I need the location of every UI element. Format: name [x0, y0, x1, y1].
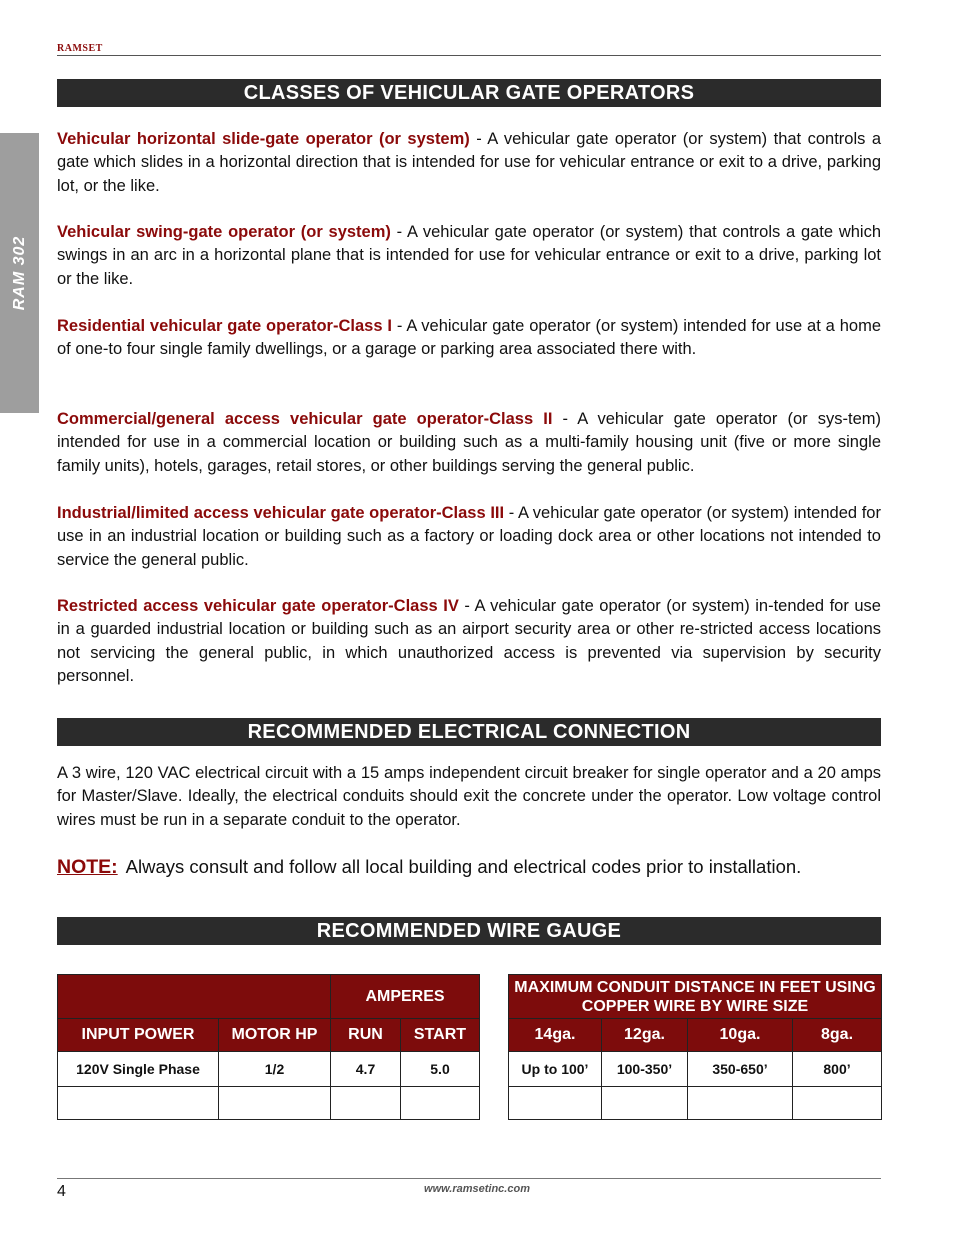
definition-term: Industrial/limited access vehicular gate operator-Class III — [57, 504, 505, 522]
definition-term: Vehicular swing-gate operator (or system) — [57, 223, 391, 241]
table-cell: 5.0 — [401, 1052, 480, 1087]
definition-term: Commercial/general access vehicular gate operator-Class II — [57, 410, 553, 428]
definition-swing-gate — [57, 221, 881, 291]
table-cell: Up to 100’ — [509, 1052, 602, 1087]
table-row — [58, 1052, 480, 1087]
table-cell — [331, 1087, 401, 1120]
side-tab-label: RAM 302 — [10, 235, 28, 311]
table-cell — [688, 1087, 793, 1120]
table-row — [58, 1087, 480, 1120]
conduit-table-title: MAXIMUM CONDUIT DISTANCE IN FEET USING COPPER WIRE BY WIRE SIZE — [509, 975, 882, 1019]
table-cell: 1/2 — [219, 1052, 331, 1087]
page-number: 4 — [57, 1183, 66, 1200]
note — [57, 856, 887, 879]
table-cell — [58, 1087, 219, 1120]
definition-term: Residential vehicular gate operator-Class I — [57, 317, 392, 335]
table-cell — [602, 1087, 688, 1120]
power-table — [57, 974, 480, 1120]
definition-text: - A vehicular gate operator (or system) that controls a gate which swings in an arc in a horizontal plane that is intended for use for vehicular entrance or exit to a drive, parking lot or the like. — [57, 223, 882, 288]
section-title-wire-gauge: RECOMMENDED WIRE GAUGE — [57, 917, 881, 945]
footer-url[interactable]: www.ramsetinc.com — [424, 1183, 530, 1195]
table-cell: 800’ — [793, 1052, 882, 1087]
table-row — [509, 1052, 882, 1087]
column-header: START — [401, 1019, 480, 1052]
column-header: MOTOR HP — [219, 1019, 331, 1052]
definition-class-iv — [57, 595, 881, 688]
brand-logo: RAMSET — [57, 43, 103, 54]
definition-text: - A vehicular gate operator (or system) intended for use at a home of one-to four single family dwellings, or a garage or parking area associated there with. — [57, 317, 881, 359]
conduit-table — [508, 974, 882, 1120]
column-header: 12ga. — [602, 1019, 688, 1052]
column-header: 8ga. — [793, 1019, 882, 1052]
table-cell — [509, 1087, 602, 1120]
definition-text: - A vehicular gate operator (or system) that controls a gate which slides in a horizontal direction that is intended for use for vehicular entrance or exit to a drive, parking lot, or the like. — [57, 130, 881, 195]
definition-slide-gate — [57, 128, 881, 198]
section-title-electrical: RECOMMENDED ELECTRICAL CONNECTION — [57, 718, 881, 746]
table-cell — [793, 1087, 882, 1120]
column-header: RUN — [331, 1019, 401, 1052]
table-cell: 350-650’ — [688, 1052, 793, 1087]
definition-text: - A vehicular gate operator (or system) in-tended for use in a guarded industrial location or building such as an airport security area or other re-stricted access locations not servicing the general public, in which unauthorized access is prevented via supervision by security personnel. — [57, 597, 881, 685]
side-tab — [0, 133, 39, 413]
table-row — [509, 1087, 882, 1120]
amperes-header: AMPERES — [331, 975, 480, 1019]
definition-text: - A vehicular gate operator (or sys-tem) intended for use in a commercial location or building such as a multi-family housing unit (five or more single family units), hotels, garages, retail stores, or other buildings serving the general public. — [57, 410, 881, 475]
header-rule — [57, 55, 881, 56]
definition-class-ii — [57, 408, 881, 478]
note-text: Always consult and follow all local building and electrical codes prior to installation. — [125, 856, 802, 877]
column-header: INPUT POWER — [58, 1019, 219, 1052]
table-cell: 100-350’ — [602, 1052, 688, 1087]
definition-term: Vehicular horizontal slide-gate operator (or system) — [57, 130, 470, 148]
definition-term: Restricted access vehicular gate operator-Class IV — [57, 597, 459, 615]
definition-class-i — [57, 315, 881, 362]
definition-text: - A vehicular gate operator (or system) intended for use in an industrial location or building such as a factory or loading dock area or other locations not intended to service the general public. — [57, 504, 881, 569]
table-cell — [401, 1087, 480, 1120]
note-label: NOTE: — [57, 856, 118, 878]
electrical-paragraph: A 3 wire, 120 VAC electrical circuit with a 15 amps independent circuit breaker for single operator and a 20 amps for Master/Slave. Ideally, the electrical conduits should exit the concrete under the operator. Low voltage control wires must be run in a separate conduit to the operator. — [57, 764, 881, 829]
table-cell — [219, 1087, 331, 1120]
column-header: 14ga. — [509, 1019, 602, 1052]
power-table-blank-header — [58, 975, 331, 1019]
section-title-classes: CLASSES OF VEHICULAR GATE OPERATORS — [57, 79, 881, 107]
table-cell: 4.7 — [331, 1052, 401, 1087]
column-header: 10ga. — [688, 1019, 793, 1052]
footer-rule — [57, 1178, 881, 1179]
table-cell: 120V Single Phase — [58, 1052, 219, 1087]
definition-class-iii — [57, 502, 881, 572]
